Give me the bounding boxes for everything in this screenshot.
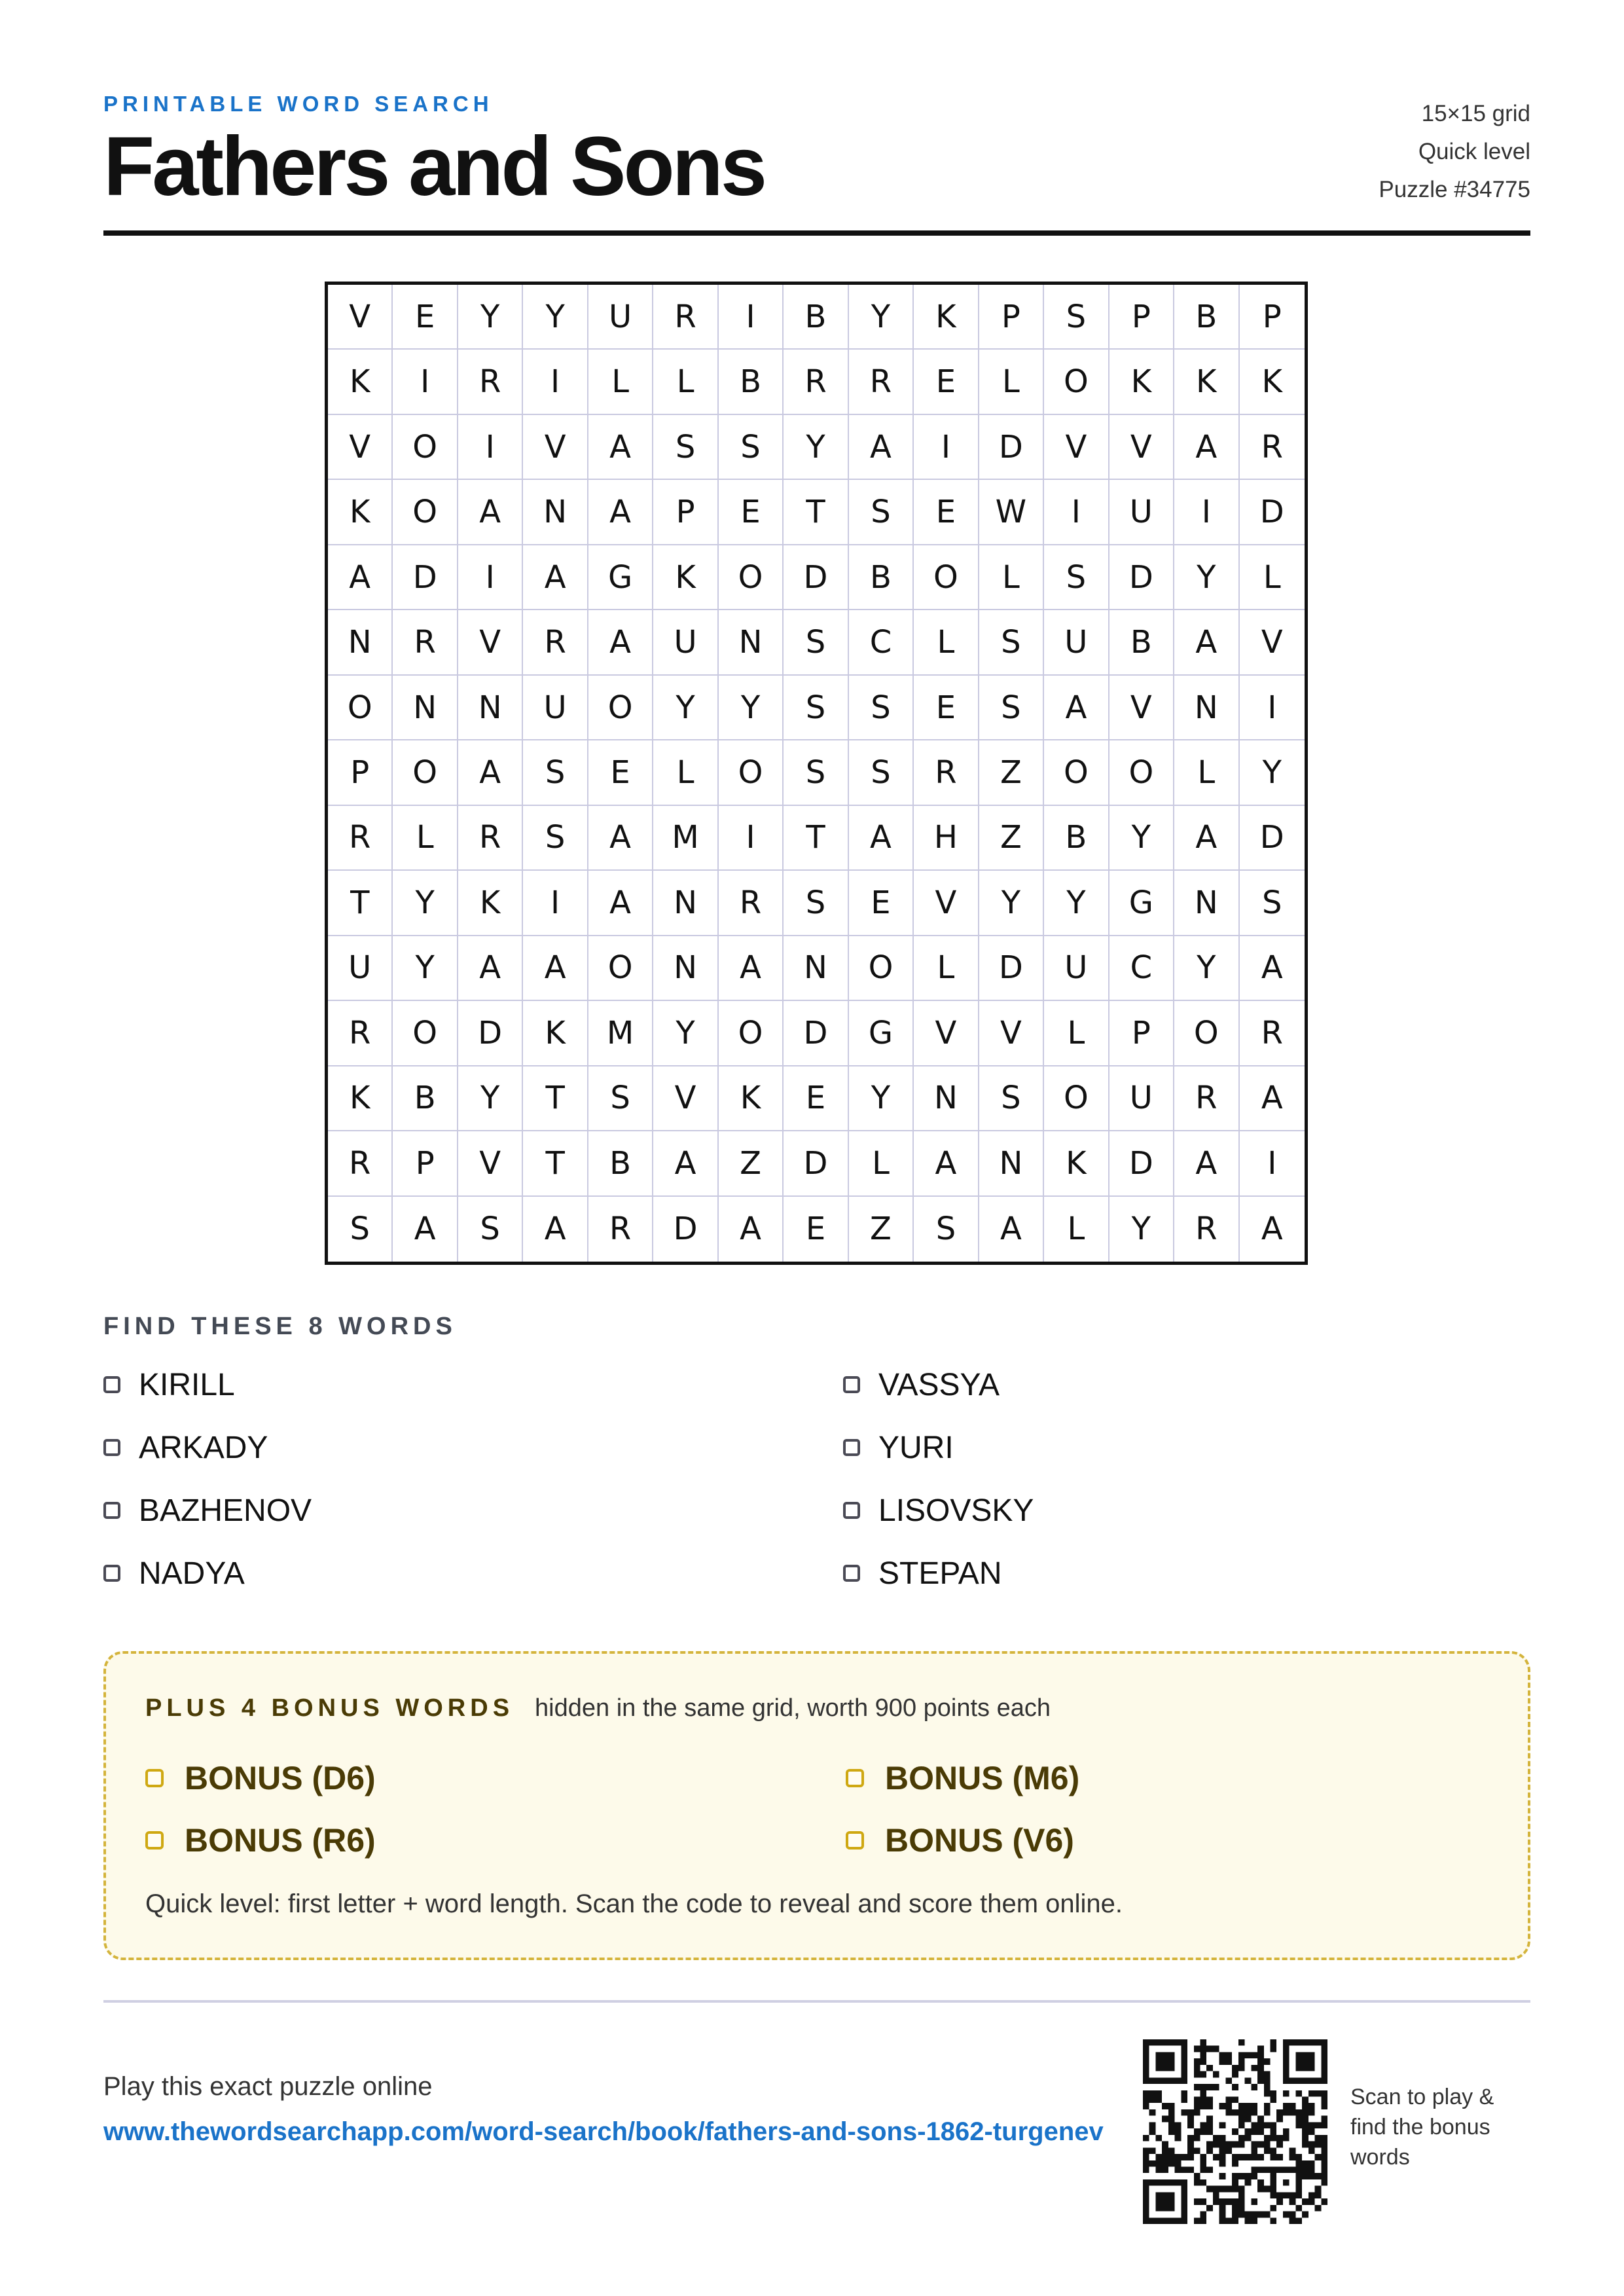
- grid-cell[interactable]: A: [849, 806, 914, 871]
- grid-cell[interactable]: V: [653, 1066, 718, 1131]
- grid-cell[interactable]: N: [1174, 676, 1239, 740]
- grid-cell[interactable]: C: [849, 610, 914, 675]
- grid-cell[interactable]: R: [523, 610, 588, 675]
- grid-cell[interactable]: N: [458, 676, 523, 740]
- grid-cell[interactable]: S: [1240, 871, 1305, 936]
- grid-cell[interactable]: B: [784, 285, 848, 350]
- grid-cell[interactable]: O: [588, 676, 653, 740]
- bonus-note: Quick level: first letter + word length. Scan the code to reveal and score them online.: [145, 1889, 1123, 1918]
- grid-cell[interactable]: U: [653, 610, 718, 675]
- grid-cell[interactable]: U: [328, 936, 393, 1001]
- grid-cell[interactable]: K: [328, 1066, 393, 1131]
- grid-cell[interactable]: R: [784, 350, 848, 414]
- grid-cell[interactable]: V: [328, 285, 393, 350]
- grid-cell[interactable]: N: [393, 676, 458, 740]
- bonus-heading: PLUS 4 BONUS WORDS: [145, 1694, 514, 1722]
- grid-cell[interactable]: V: [979, 1001, 1044, 1066]
- grid-cell[interactable]: A: [458, 740, 523, 805]
- grid-cell[interactable]: S: [979, 610, 1044, 675]
- grid-cell[interactable]: K: [1240, 350, 1305, 414]
- word-item[interactable]: [103, 1491, 312, 1530]
- grid-cell[interactable]: Y: [1110, 806, 1174, 871]
- grid-cell[interactable]: Y: [523, 285, 588, 350]
- grid-cell[interactable]: V: [328, 415, 393, 480]
- grid-cell[interactable]: E: [849, 871, 914, 936]
- grid-cell[interactable]: E: [784, 1197, 848, 1262]
- bonus-label: BONUS (R6): [185, 1822, 376, 1859]
- grid-cell[interactable]: O: [914, 545, 979, 610]
- grid-cell[interactable]: S: [849, 480, 914, 545]
- word-label: ARKADY: [139, 1430, 268, 1465]
- grid-cell[interactable]: V: [458, 1131, 523, 1196]
- grid-cell[interactable]: I: [393, 350, 458, 414]
- grid-cell[interactable]: S: [1044, 285, 1109, 350]
- grid-cell[interactable]: L: [1044, 1001, 1109, 1066]
- grid-cell[interactable]: O: [1044, 740, 1109, 805]
- grid-cell[interactable]: O: [1110, 740, 1174, 805]
- grid-cell[interactable]: O: [1044, 1066, 1109, 1131]
- grid-cell[interactable]: D: [784, 1001, 848, 1066]
- puzzle-number-label: Puzzle #34775: [1379, 177, 1530, 202]
- grid-cell[interactable]: D: [393, 545, 458, 610]
- grid-cell[interactable]: K: [914, 285, 979, 350]
- play-online-label: Play this exact puzzle online: [103, 2072, 433, 2101]
- grid-cell[interactable]: D: [1110, 1131, 1174, 1196]
- grid-cell[interactable]: T: [784, 480, 848, 545]
- grid-cell[interactable]: Y: [458, 1066, 523, 1131]
- grid-cell[interactable]: S: [588, 1066, 653, 1131]
- grid-cell[interactable]: A: [719, 1197, 784, 1262]
- grid-cell[interactable]: B: [588, 1131, 653, 1196]
- grid-cell[interactable]: Y: [849, 285, 914, 350]
- grid-cell[interactable]: I: [523, 871, 588, 936]
- grid-cell[interactable]: D: [458, 1001, 523, 1066]
- grid-cell[interactable]: R: [328, 1001, 393, 1066]
- grid-cell[interactable]: Y: [653, 1001, 718, 1066]
- grid-cell[interactable]: A: [653, 1131, 718, 1196]
- grid-cell[interactable]: R: [588, 1197, 653, 1262]
- grid-cell[interactable]: A: [1174, 1131, 1239, 1196]
- grid-cell[interactable]: L: [653, 740, 718, 805]
- bonus-item[interactable]: [145, 1758, 376, 1798]
- grid-cell[interactable]: S: [979, 676, 1044, 740]
- grid-cell[interactable]: O: [393, 480, 458, 545]
- grid-cell[interactable]: I: [523, 350, 588, 414]
- grid-cell[interactable]: D: [653, 1197, 718, 1262]
- grid-cell[interactable]: A: [588, 871, 653, 936]
- grid-cell[interactable]: Y: [1110, 1197, 1174, 1262]
- grid-cell[interactable]: E: [914, 676, 979, 740]
- puzzle-url-link[interactable]: www.thewordsearchapp.com/word-search/book/fathers-and-sons-1862-turgenev: [103, 2117, 1104, 2146]
- grid-cell[interactable]: S: [328, 1197, 393, 1262]
- grid-cell[interactable]: G: [1110, 871, 1174, 936]
- grid-cell[interactable]: Y: [1174, 936, 1239, 1001]
- grid-cell[interactable]: O: [393, 1001, 458, 1066]
- puzzle-page: [103, 0, 1530, 2296]
- grid-cell[interactable]: I: [914, 415, 979, 480]
- grid-cell[interactable]: S: [784, 740, 848, 805]
- grid-cell[interactable]: A: [588, 480, 653, 545]
- grid-cell[interactable]: A: [588, 610, 653, 675]
- checkbox-icon[interactable]: [846, 1769, 864, 1787]
- bonus-label: BONUS (M6): [885, 1760, 1080, 1796]
- checkbox-icon[interactable]: [843, 1376, 860, 1393]
- bonus-item[interactable]: [145, 1821, 376, 1860]
- grid-cell[interactable]: D: [1110, 545, 1174, 610]
- grid-cell[interactable]: N: [784, 936, 848, 1001]
- grid-cell[interactable]: O: [1174, 1001, 1239, 1066]
- checkbox-icon[interactable]: [843, 1565, 860, 1582]
- grid-cell[interactable]: R: [914, 740, 979, 805]
- grid-cell[interactable]: T: [328, 871, 393, 936]
- grid-cell[interactable]: V: [1044, 415, 1109, 480]
- grid-cell[interactable]: B: [1110, 610, 1174, 675]
- grid-cell[interactable]: G: [849, 1001, 914, 1066]
- grid-cell[interactable]: I: [458, 545, 523, 610]
- grid-cell[interactable]: C: [1110, 936, 1174, 1001]
- bonus-label: BONUS (D6): [185, 1760, 376, 1796]
- grid-cell[interactable]: D: [1240, 480, 1305, 545]
- grid-cell[interactable]: A: [588, 415, 653, 480]
- grid-cell[interactable]: L: [979, 545, 1044, 610]
- grid-cell[interactable]: M: [588, 1001, 653, 1066]
- grid-cell[interactable]: K: [719, 1066, 784, 1131]
- grid-cell[interactable]: A: [328, 545, 393, 610]
- word-list: [103, 1365, 1530, 1627]
- grid-cell[interactable]: R: [1174, 1197, 1239, 1262]
- grid-cell[interactable]: Z: [979, 806, 1044, 871]
- checkbox-icon[interactable]: [103, 1565, 120, 1582]
- grid-cell[interactable]: D: [784, 545, 848, 610]
- grid-cell[interactable]: V: [1110, 415, 1174, 480]
- page-title: Fathers and Sons: [103, 120, 765, 213]
- grid-cell[interactable]: A: [979, 1197, 1044, 1262]
- word-item[interactable]: [843, 1428, 954, 1467]
- grid-cell[interactable]: K: [328, 350, 393, 414]
- grid-cell[interactable]: S: [849, 676, 914, 740]
- grid-cell[interactable]: A: [1174, 806, 1239, 871]
- grid-cell[interactable]: O: [328, 676, 393, 740]
- grid-cell[interactable]: U: [1044, 610, 1109, 675]
- grid-cell[interactable]: Z: [719, 1131, 784, 1196]
- grid-cell[interactable]: D: [784, 1131, 848, 1196]
- grid-cell[interactable]: S: [458, 1197, 523, 1262]
- grid-cell[interactable]: L: [1240, 545, 1305, 610]
- grid-cell[interactable]: P: [1110, 1001, 1174, 1066]
- grid-cell[interactable]: O: [719, 1001, 784, 1066]
- grid-cell[interactable]: L: [653, 350, 718, 414]
- grid-cell[interactable]: S: [1044, 545, 1109, 610]
- grid-cell[interactable]: N: [328, 610, 393, 675]
- grid-cell[interactable]: E: [914, 350, 979, 414]
- grid-cell[interactable]: I: [1240, 676, 1305, 740]
- grid-cell[interactable]: O: [393, 740, 458, 805]
- grid-cell[interactable]: W: [979, 480, 1044, 545]
- grid-cell[interactable]: D: [979, 936, 1044, 1001]
- grid-cell[interactable]: P: [1110, 285, 1174, 350]
- grid-cell[interactable]: A: [458, 480, 523, 545]
- grid-cell[interactable]: A: [849, 415, 914, 480]
- grid-cell[interactable]: O: [1044, 350, 1109, 414]
- checkbox-icon[interactable]: [103, 1439, 120, 1456]
- grid-cell[interactable]: Y: [1240, 740, 1305, 805]
- word-label: BAZHENOV: [139, 1493, 312, 1528]
- grid-cell[interactable]: S: [784, 871, 848, 936]
- checkbox-icon[interactable]: [846, 1831, 864, 1850]
- grid-cell[interactable]: E: [914, 480, 979, 545]
- grid-cell[interactable]: S: [719, 415, 784, 480]
- grid-cell[interactable]: R: [719, 871, 784, 936]
- grid-cell[interactable]: N: [719, 610, 784, 675]
- grid-cell[interactable]: E: [719, 480, 784, 545]
- grid-cell[interactable]: K: [653, 545, 718, 610]
- grid-cell[interactable]: A: [1174, 415, 1239, 480]
- grid-cell[interactable]: A: [393, 1197, 458, 1262]
- grid-cell[interactable]: V: [914, 1001, 979, 1066]
- grid-cell[interactable]: L: [1174, 740, 1239, 805]
- grid-cell[interactable]: E: [393, 285, 458, 350]
- grid-cell[interactable]: T: [523, 1131, 588, 1196]
- bonus-item[interactable]: [846, 1821, 1074, 1860]
- grid-cell[interactable]: I: [1240, 1131, 1305, 1196]
- grid-cell[interactable]: Y: [719, 676, 784, 740]
- grid-cell[interactable]: V: [1240, 610, 1305, 675]
- grid-cell[interactable]: A: [1174, 610, 1239, 675]
- grid-cell[interactable]: I: [719, 806, 784, 871]
- grid-cell[interactable]: A: [1240, 936, 1305, 1001]
- grid-cell[interactable]: Y: [393, 871, 458, 936]
- grid-cell[interactable]: A: [523, 936, 588, 1001]
- word-item[interactable]: [103, 1365, 235, 1404]
- grid-cell[interactable]: A: [914, 1131, 979, 1196]
- grid-cell[interactable]: I: [458, 415, 523, 480]
- footer-divider: [103, 2000, 1530, 2003]
- grid-cell[interactable]: I: [719, 285, 784, 350]
- grid-cell[interactable]: I: [1174, 480, 1239, 545]
- grid-cell[interactable]: Y: [653, 676, 718, 740]
- grid-cell[interactable]: B: [1044, 806, 1109, 871]
- eyebrow-label: PRINTABLE WORD SEARCH: [103, 92, 494, 116]
- grid-cell[interactable]: U: [523, 676, 588, 740]
- grid-cell[interactable]: G: [588, 545, 653, 610]
- grid-cell[interactable]: K: [1044, 1131, 1109, 1196]
- grid-cell[interactable]: A: [1044, 676, 1109, 740]
- checkbox-icon[interactable]: [103, 1376, 120, 1393]
- grid-cell[interactable]: M: [653, 806, 718, 871]
- word-label: YURI: [878, 1430, 954, 1465]
- grid-cell[interactable]: Y: [979, 871, 1044, 936]
- word-item[interactable]: [843, 1365, 1000, 1404]
- grid-cell[interactable]: A: [588, 806, 653, 871]
- grid-cell[interactable]: V: [914, 871, 979, 936]
- bonus-item[interactable]: [846, 1758, 1079, 1798]
- checkbox-icon[interactable]: [103, 1502, 120, 1519]
- grid-cell[interactable]: Z: [849, 1197, 914, 1262]
- grid-cell[interactable]: Y: [1044, 871, 1109, 936]
- checkbox-icon[interactable]: [843, 1439, 860, 1456]
- grid-cell[interactable]: E: [784, 1066, 848, 1131]
- word-item[interactable]: [103, 1428, 268, 1467]
- grid-cell[interactable]: K: [1110, 350, 1174, 414]
- grid-cell[interactable]: H: [914, 806, 979, 871]
- word-label: STEPAN: [878, 1556, 1002, 1591]
- grid-cell[interactable]: U: [1044, 936, 1109, 1001]
- grid-cell[interactable]: O: [393, 415, 458, 480]
- grid-cell[interactable]: R: [393, 610, 458, 675]
- header-divider: [103, 230, 1530, 236]
- word-label: NADYA: [139, 1556, 245, 1591]
- grid-cell[interactable]: L: [393, 806, 458, 871]
- grid-cell[interactable]: R: [653, 285, 718, 350]
- word-label: KIRILL: [139, 1367, 235, 1402]
- checkbox-icon[interactable]: [843, 1502, 860, 1519]
- bonus-subheading: hidden in the same grid, worth 900 points each: [535, 1694, 1051, 1722]
- grid-cell[interactable]: O: [849, 936, 914, 1001]
- checkbox-icon[interactable]: [145, 1769, 164, 1787]
- grid-cell[interactable]: S: [979, 1066, 1044, 1131]
- grid-cell[interactable]: E: [588, 740, 653, 805]
- grid-cell[interactable]: A: [458, 936, 523, 1001]
- bonus-label: BONUS (V6): [885, 1822, 1074, 1859]
- bonus-heading-row: [145, 1694, 1051, 1722]
- grid-cell[interactable]: L: [914, 936, 979, 1001]
- grid-cell[interactable]: D: [1240, 806, 1305, 871]
- level-label: Quick level: [1418, 139, 1530, 164]
- grid-cell[interactable]: R: [328, 1131, 393, 1196]
- grid-cell[interactable]: K: [328, 480, 393, 545]
- grid-cell[interactable]: K: [458, 871, 523, 936]
- grid-cell[interactable]: O: [719, 545, 784, 610]
- grid-cell[interactable]: R: [1174, 1066, 1239, 1131]
- grid-cell[interactable]: A: [719, 936, 784, 1001]
- grid-cell[interactable]: K: [523, 1001, 588, 1066]
- grid-cell[interactable]: R: [328, 806, 393, 871]
- grid-cell[interactable]: O: [719, 740, 784, 805]
- grid-cell[interactable]: S: [523, 740, 588, 805]
- grid-cell[interactable]: N: [1174, 871, 1239, 936]
- qr-code-icon[interactable]: [1143, 2039, 1327, 2224]
- grid-cell[interactable]: P: [328, 740, 393, 805]
- grid-cell[interactable]: R: [849, 350, 914, 414]
- letter-grid[interactable]: [325, 282, 1308, 1265]
- checkbox-icon[interactable]: [145, 1831, 164, 1850]
- grid-cell[interactable]: B: [719, 350, 784, 414]
- grid-cell[interactable]: V: [1110, 676, 1174, 740]
- grid-cell[interactable]: P: [979, 285, 1044, 350]
- grid-cell[interactable]: N: [979, 1131, 1044, 1196]
- grid-cell[interactable]: Y: [1174, 545, 1239, 610]
- qr-caption: Scan to play & find the bonus words: [1350, 2085, 1494, 2170]
- grid-cell[interactable]: O: [588, 936, 653, 1001]
- grid-cell[interactable]: A: [1240, 1066, 1305, 1131]
- grid-cell[interactable]: B: [1174, 285, 1239, 350]
- grid-cell[interactable]: Y: [849, 1066, 914, 1131]
- grid-cell[interactable]: Y: [393, 936, 458, 1001]
- grid-cell[interactable]: L: [588, 350, 653, 414]
- grid-cell[interactable]: I: [1044, 480, 1109, 545]
- word-item[interactable]: [843, 1554, 1001, 1593]
- grid-cell[interactable]: B: [393, 1066, 458, 1131]
- grid-cell[interactable]: N: [653, 936, 718, 1001]
- word-label: LISOVSKY: [878, 1493, 1034, 1528]
- grid-cell[interactable]: R: [458, 806, 523, 871]
- grid-cell[interactable]: Y: [784, 415, 848, 480]
- grid-cell[interactable]: P: [1240, 285, 1305, 350]
- grid-cell[interactable]: U: [588, 285, 653, 350]
- grid-cell[interactable]: U: [1110, 480, 1174, 545]
- grid-cell[interactable]: R: [1240, 1001, 1305, 1066]
- grid-cell[interactable]: N: [914, 1066, 979, 1131]
- word-label: VASSYA: [878, 1367, 1000, 1402]
- grid-cell[interactable]: N: [523, 480, 588, 545]
- grid-cell[interactable]: L: [979, 350, 1044, 414]
- grid-cell[interactable]: N: [653, 871, 718, 936]
- grid-cell[interactable]: S: [784, 676, 848, 740]
- grid-cell[interactable]: A: [1261, 1211, 1283, 1248]
- grid-cell[interactable]: S: [914, 1197, 979, 1262]
- grid-cell[interactable]: T: [523, 1066, 588, 1131]
- grid-cell[interactable]: S: [523, 806, 588, 871]
- grid-cell[interactable]: P: [393, 1131, 458, 1196]
- bonus-panel: [103, 1651, 1530, 1960]
- grid-cell[interactable]: S: [653, 415, 718, 480]
- grid-cell[interactable]: S: [784, 610, 848, 675]
- grid-cell[interactable]: S: [849, 740, 914, 805]
- grid-cell[interactable]: A: [523, 1197, 588, 1262]
- puzzle-meta: [1379, 95, 1530, 209]
- word-item[interactable]: [103, 1554, 245, 1593]
- grid-cell[interactable]: P: [653, 480, 718, 545]
- grid-cell[interactable]: Z: [979, 740, 1044, 805]
- grid-cell[interactable]: A: [523, 545, 588, 610]
- grid-cell[interactable]: Y: [458, 285, 523, 350]
- grid-cell[interactable]: U: [1110, 1066, 1174, 1131]
- grid-cell[interactable]: L: [914, 610, 979, 675]
- grid-cell[interactable]: K: [1174, 350, 1239, 414]
- word-list-heading: FIND THESE 8 WORDS: [103, 1313, 457, 1340]
- grid-cell[interactable]: V: [458, 610, 523, 675]
- grid-cell[interactable]: L: [1044, 1197, 1109, 1262]
- grid-cell[interactable]: R: [1240, 415, 1305, 480]
- grid-cell[interactable]: R: [458, 350, 523, 414]
- grid-size-label: 15×15 grid: [1421, 101, 1530, 126]
- grid-cell[interactable]: L: [849, 1131, 914, 1196]
- word-item[interactable]: [843, 1491, 1034, 1530]
- grid-cell[interactable]: V: [523, 415, 588, 480]
- grid-cell[interactable]: D: [979, 415, 1044, 480]
- grid-cell[interactable]: T: [784, 806, 848, 871]
- grid-cell[interactable]: B: [849, 545, 914, 610]
